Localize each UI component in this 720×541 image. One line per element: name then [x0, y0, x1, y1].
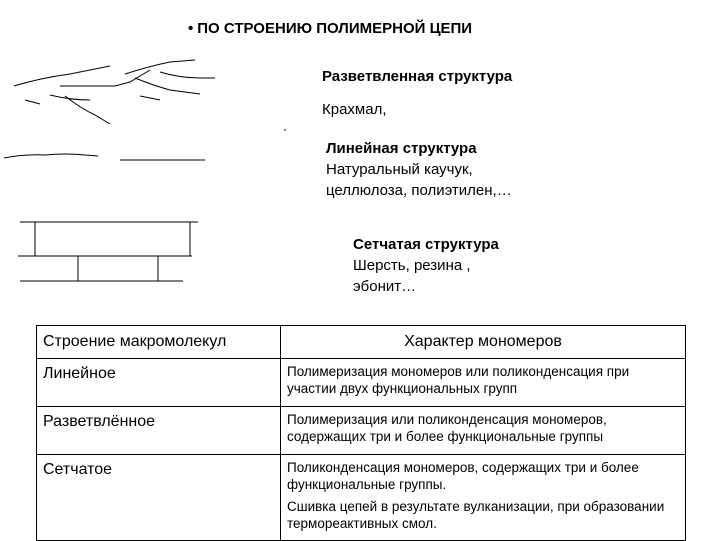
row-monomers-cell — [281, 455, 686, 541]
row-structure: Линейное — [37, 359, 281, 407]
title-text: ПО СТРОЕНИЮ ПОЛИМЕРНОЙ ЦЕПИ — [197, 20, 473, 37]
row-monomers: Полимеризация или поликонденсация мономеров, содержащих три и более функциональные группы — [281, 407, 686, 455]
table-row — [37, 359, 686, 407]
row-monomers: Поликонденсация мономеров, содержащих три и более функциональные группы. — [287, 460, 639, 492]
row-monomers-extra: Сшивка цепей в результате вулканизации, при образовании термореактивных смол. — [287, 499, 665, 531]
network-heading: Сетчатая структура — [353, 236, 499, 253]
row-monomers: Полимеризация мономеров или поликонденсация при участии двух функциональных групп — [281, 359, 686, 407]
table-row — [37, 407, 686, 455]
linear-structure-sketch — [4, 154, 205, 160]
title-bullet: • — [188, 20, 194, 37]
table-header-row — [37, 326, 686, 359]
header-monomers: Характер мономеров — [281, 326, 686, 359]
linear-examples-line1: Натуральный каучук, — [326, 161, 473, 178]
network-examples-line1: Шерсть, резина , — [353, 257, 471, 274]
row-structure: Разветвлённое — [37, 407, 281, 455]
header-structure: Строение макромолекул — [37, 326, 281, 359]
branched-heading: Разветвленная структура — [322, 68, 513, 85]
network-structure-sketch — [18, 222, 198, 281]
branched-examples: Крахмал, — [322, 101, 387, 118]
linear-heading: Линейная структура — [326, 140, 477, 157]
linear-examples-line2: целлюлоза, полиэтилен,… — [326, 182, 512, 199]
table-row — [37, 455, 686, 541]
network-examples-line2: эбонит… — [353, 278, 417, 295]
branched-structure-sketch — [14, 60, 286, 130]
structure-table — [36, 325, 686, 541]
row-structure: Сетчатое — [37, 455, 281, 541]
